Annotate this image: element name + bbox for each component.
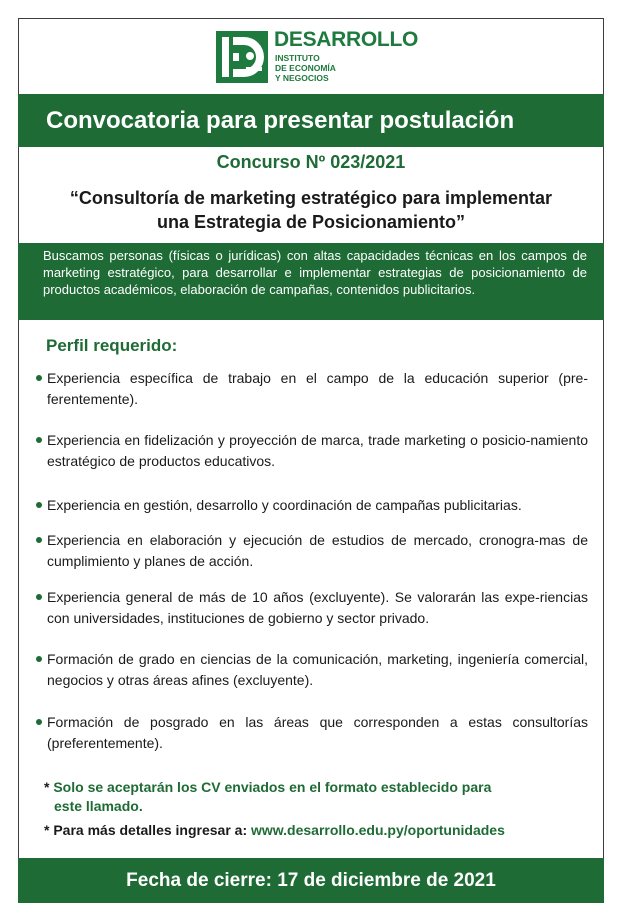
page-title-bar (18, 94, 604, 147)
asterisk: * (44, 779, 50, 795)
bullet-icon (36, 437, 42, 443)
details-link[interactable]: www.desarrollo.edu.py/oportunidades (251, 822, 505, 838)
bullet-icon (36, 502, 42, 508)
bullet-icon (36, 719, 42, 725)
requirement-item-5: Experiencia general de más de 10 años (excluyente). Se valorarán las expe-riencias con universidades, instituciones de gobierno y sector privado. (47, 589, 588, 626)
project-title (18, 186, 604, 234)
note-cv-format (44, 778, 491, 816)
brand-sub-line2: DE ECONOMÍA (275, 63, 336, 73)
closing-date-bar (18, 858, 604, 903)
brand-sub-line1: INSTITUTO (275, 53, 320, 63)
requirement-item-1: Experiencia específica de trabajo en el campo de la educación superior (pre-ferentemente). (47, 370, 588, 407)
profile-heading: Perfil requerido: (46, 336, 178, 355)
bullet-icon (36, 594, 42, 600)
project-title-line2: una Estrategia de Posicionamiento” (156, 212, 466, 232)
bullet-icon (36, 656, 42, 662)
brand-sub-line3: Y NEGOCIOS (275, 73, 329, 83)
intro-text: Buscamos personas (físicas o jurídicas) con altas capacidades técnicas en los campos de marketing estratégico, para desarrollar e implementar estrategias de posicionamiento de productos académicos, elaboración de campañas, contenidos publicitarios. (43, 248, 587, 297)
requirement-item-3: Experiencia en gestión, desarrollo y coordinación de campañas publicitarias. (47, 497, 522, 513)
note-cv-format-line2: este llamado. (54, 798, 143, 814)
project-title-line1: “Consultoría de marketing estratégico para implementar (69, 188, 553, 208)
asterisk: * (44, 822, 50, 838)
requirement-item-6: Formación de grado en ciencias de la comunicación, marketing, ingeniería comercial, negocios y otras áreas afines (excluyente). (47, 651, 588, 688)
note-cv-format-line1: Solo se aceptarán los CV enviados en el formato establecido para (53, 779, 492, 795)
bullet-icon (36, 537, 42, 543)
requirement-item-2: Experiencia en fidelización y proyección de marca, trade marketing o posicio-namiento estratégico de productos educativos. (47, 432, 588, 469)
requirement-item-7: Formación de posgrado en las áreas que corresponden a estas consultorías (preferentemente). (47, 714, 588, 751)
page-title: Convocatoria para presentar postulación (46, 107, 515, 134)
closing-date: Fecha de cierre: 17 de diciembre de 2021 (126, 870, 496, 891)
brand-logo (216, 28, 419, 83)
desarrollo-logo-icon (216, 31, 268, 83)
requirement-item-4: Experiencia en elaboración y ejecución de estudios de mercado, cronogra-mas de cumplimiento y planes de acción. (47, 532, 588, 569)
bullet-icon (36, 375, 42, 381)
contest-number: Concurso Nº 023/2021 (216, 152, 406, 172)
note-details-label: Para más detalles ingresar a: (53, 822, 248, 838)
note-details (44, 821, 505, 840)
brand-name: DESARROLLO (274, 28, 419, 51)
intro-bar (18, 243, 604, 320)
